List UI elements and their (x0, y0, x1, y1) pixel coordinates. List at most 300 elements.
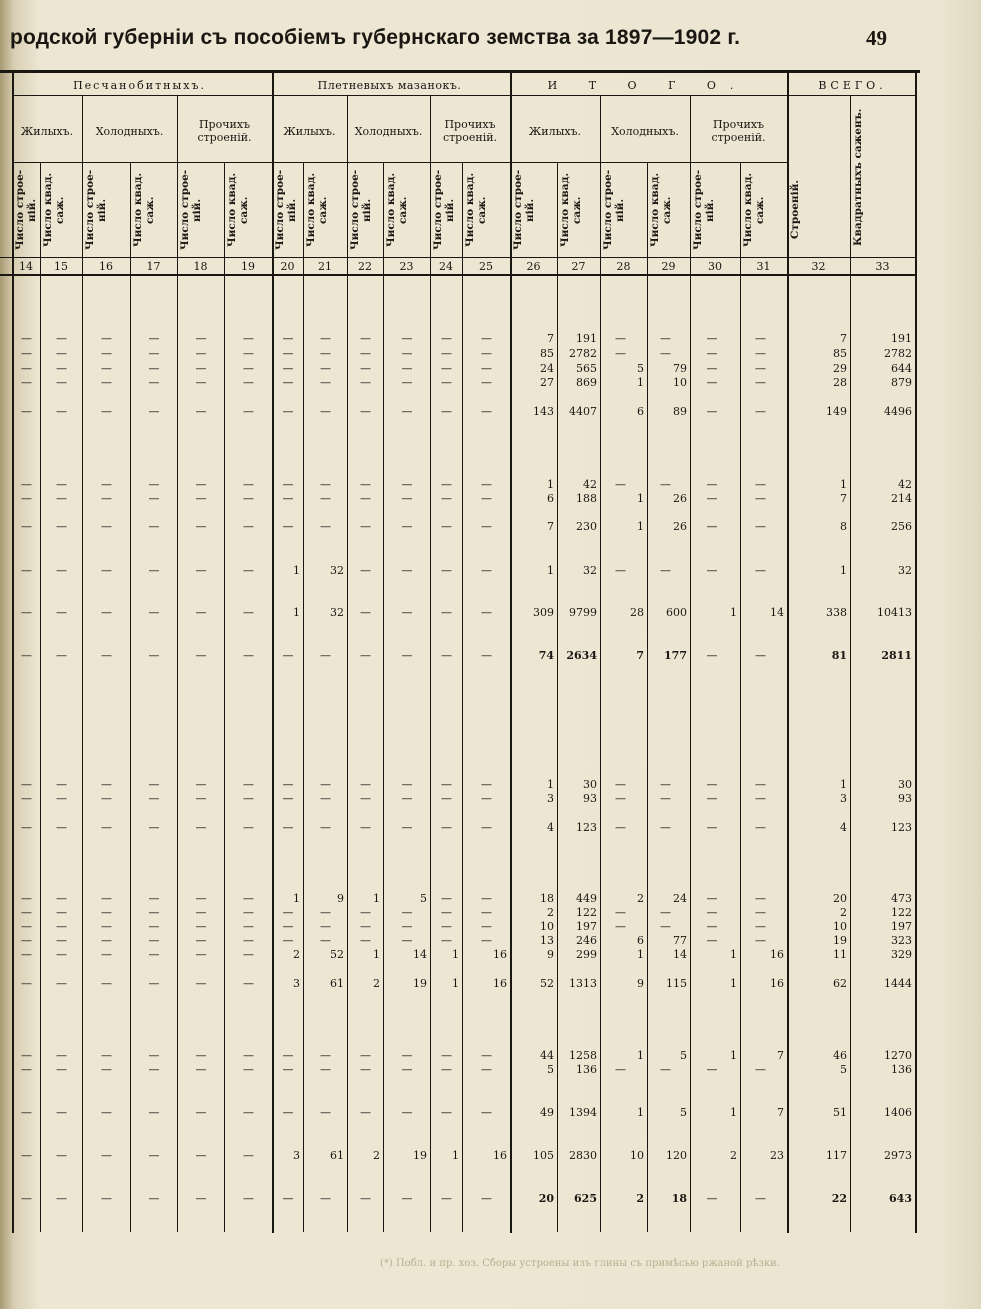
table-cell: — (243, 934, 254, 947)
table-cell: — (148, 649, 160, 662)
column-header: Число строе-ній. (349, 169, 373, 251)
table-cell: — (481, 821, 492, 834)
table-cell: 1 (452, 948, 459, 961)
table-cell: 1 (730, 948, 737, 961)
table-cell: — (148, 906, 160, 919)
table-cell: — (615, 906, 626, 919)
table-cell: 7 (777, 1049, 784, 1062)
table-cell: — (282, 821, 294, 834)
table-cell: — (401, 332, 413, 345)
table-cell: — (243, 362, 254, 375)
column-header: Число квад. саж. (559, 172, 583, 248)
table-cell: — (481, 332, 492, 345)
column-number: 32 (811, 260, 826, 273)
table-cell: — (243, 892, 254, 905)
column-number: 24 (439, 260, 453, 273)
table-cell: — (755, 920, 766, 933)
table-cell: — (56, 606, 67, 619)
table-cell: — (481, 920, 492, 933)
table-cell: — (360, 1106, 371, 1119)
table-cell: — (360, 606, 371, 619)
table-cell: — (660, 564, 671, 577)
table-cell: 93 (898, 792, 912, 805)
table-cell: 123 (576, 821, 597, 834)
table-cell: 26 (673, 492, 687, 505)
table-cell: — (706, 1192, 718, 1205)
table-cell: 19 (833, 934, 847, 947)
table-cell: — (481, 792, 492, 805)
table-cell: 299 (576, 948, 597, 961)
table-cell: 9 (337, 892, 344, 905)
table-cell: — (706, 362, 718, 375)
table-cell: — (243, 778, 254, 791)
table-cell: — (755, 792, 766, 805)
table-cell: 7 (547, 520, 554, 533)
table-cell: — (360, 649, 371, 662)
table-cell: — (401, 492, 413, 505)
table-cell: — (481, 405, 492, 418)
table-cell: — (401, 606, 413, 619)
column-number: 14 (19, 260, 33, 273)
table-cell: — (101, 1149, 112, 1162)
column-line (40, 162, 41, 1232)
table-cell: — (101, 347, 112, 360)
table-cell: — (320, 920, 331, 933)
subgroup-line (850, 96, 851, 162)
table-cell: 1 (293, 564, 300, 577)
column-number: 20 (280, 260, 295, 273)
table-cell: — (101, 405, 112, 418)
table-cell: 1 (547, 478, 554, 491)
table-cell: 5 (637, 362, 644, 375)
table-cell: — (243, 332, 254, 345)
table-cell: 625 (574, 1192, 597, 1205)
table-cell: 1 (840, 778, 847, 791)
table-cell: — (320, 778, 331, 791)
table-cell: 28 (833, 376, 847, 389)
table-cell: — (101, 492, 112, 505)
table-cell: — (401, 792, 413, 805)
table-cell: 14 (673, 948, 687, 961)
table-cell: — (320, 1192, 331, 1205)
table-cell: 93 (583, 792, 597, 805)
table-cell: — (21, 920, 32, 933)
table-cell: 9 (637, 977, 644, 990)
column-line (82, 162, 83, 1232)
table-cell: — (21, 778, 32, 791)
table-cell: 1 (452, 1149, 459, 1162)
table-cell: — (481, 520, 492, 533)
table-cell: — (441, 1106, 452, 1119)
table-cell: — (21, 977, 32, 990)
table-cell: — (441, 520, 452, 533)
table-cell: 19 (413, 977, 427, 990)
table-cell: — (320, 376, 331, 389)
table-cell: — (101, 520, 112, 533)
column-header: Число строе-ній. (692, 169, 716, 251)
table-cell: — (401, 1192, 413, 1205)
table-cell: — (195, 892, 207, 905)
table-cell: 27 (540, 376, 554, 389)
table-cell: — (148, 520, 160, 533)
table-cell: — (21, 347, 32, 360)
table-cell: — (56, 1049, 67, 1062)
table-cell: — (401, 1106, 413, 1119)
table-cell: 879 (891, 376, 912, 389)
table-cell: — (660, 792, 671, 805)
table-cell: — (320, 821, 331, 834)
table-cell: — (755, 906, 766, 919)
table-cell: — (282, 1049, 294, 1062)
group-rule (12, 95, 915, 96)
page-number: 49 (866, 26, 887, 50)
table-cell: 449 (576, 892, 597, 905)
table-cell: 1258 (569, 1049, 597, 1062)
sub-cold-1: Холодныхъ. (95, 125, 164, 138)
table-cell: 52 (330, 948, 344, 961)
table-cell: 117 (826, 1149, 847, 1162)
column-number: 18 (193, 260, 208, 273)
table-cell: — (243, 405, 254, 418)
table-cell: 8 (840, 520, 847, 533)
table-cell: — (56, 778, 67, 791)
table-cell: 1 (547, 564, 554, 577)
table-cell: — (320, 347, 331, 360)
table-cell: 197 (891, 920, 912, 933)
table-cell: 28 (630, 606, 644, 619)
table-cell: — (148, 606, 160, 619)
column-number: 27 (571, 260, 586, 273)
table-cell: 1 (840, 478, 847, 491)
table-cell: 62 (833, 977, 847, 990)
table-cell: — (148, 478, 160, 491)
table-cell: 2 (293, 948, 300, 961)
table-cell: — (441, 1063, 452, 1076)
table-cell: 1313 (569, 977, 597, 990)
table-cell: — (755, 362, 766, 375)
table-cell: — (401, 1049, 413, 1062)
table-cell: — (21, 606, 32, 619)
table-cell: — (56, 564, 67, 577)
table-cell: 2 (637, 892, 644, 905)
table-cell: 30 (583, 778, 597, 791)
table-cell: — (441, 564, 452, 577)
table-cell: — (660, 920, 671, 933)
column-number: 29 (661, 260, 676, 273)
table-cell: — (101, 1106, 112, 1119)
table-cell: — (481, 564, 492, 577)
table-cell: 4407 (569, 405, 597, 418)
table-cell: — (320, 906, 331, 919)
table-cell: — (401, 376, 413, 389)
table-cell: 24 (673, 892, 687, 905)
table-cell: — (101, 564, 112, 577)
table-cell: 14 (770, 606, 784, 619)
table-cell: — (401, 564, 413, 577)
table-cell: — (441, 792, 452, 805)
table-cell: — (441, 778, 452, 791)
table-cell: — (148, 1149, 160, 1162)
column-number: 28 (616, 260, 631, 273)
sub-cold-2: Холодныхъ. (354, 125, 423, 138)
table-cell: 77 (673, 934, 687, 947)
table-cell: — (148, 920, 160, 933)
table-cell: 565 (576, 362, 597, 375)
table-cell: — (441, 405, 452, 418)
table-cell: — (21, 934, 32, 947)
table-cell: — (320, 405, 331, 418)
table-cell: 61 (330, 1149, 344, 1162)
column-line (130, 162, 131, 1232)
table-cell: 9 (547, 948, 554, 961)
table-cell: 3 (293, 977, 300, 990)
table-cell: 136 (576, 1063, 597, 1076)
table-cell: — (360, 347, 371, 360)
table-cell: 2 (373, 1149, 380, 1162)
table-cell: — (615, 778, 626, 791)
table-cell: — (706, 376, 718, 389)
sub-living-1: Жилыхъ. (20, 125, 74, 138)
table-cell: — (706, 564, 718, 577)
table-cell: 136 (891, 1063, 912, 1076)
table-cell: 3 (293, 1149, 300, 1162)
table-cell: 122 (891, 906, 912, 919)
table-cell: — (243, 520, 254, 533)
table-cell: — (615, 564, 626, 577)
table-cell: 7 (840, 492, 847, 505)
table-cell: — (706, 649, 718, 662)
table-cell: 16 (493, 1149, 507, 1162)
table-cell: 600 (666, 606, 687, 619)
table-cell: — (21, 1192, 32, 1205)
table-cell: 52 (540, 977, 554, 990)
table-cell: — (282, 1063, 294, 1076)
table-cell: — (755, 520, 766, 533)
table-cell: — (441, 332, 452, 345)
sub-other-2: Прочихъ строеній. (442, 118, 498, 144)
table-cell: — (243, 376, 254, 389)
table-cell: — (195, 492, 207, 505)
table-cell: 7 (547, 332, 554, 345)
column-header: Число квад. саж. (385, 172, 409, 248)
table-cell: 18 (540, 892, 554, 905)
table-cell: 10 (673, 376, 687, 389)
table-cell: 869 (576, 376, 597, 389)
table-cell: — (148, 934, 160, 947)
table-cell: — (755, 649, 766, 662)
table-cell: — (195, 606, 207, 619)
table-cell: 230 (576, 520, 597, 533)
table-cell: — (481, 649, 492, 662)
table-cell: 14 (413, 948, 427, 961)
table-cell: — (441, 347, 452, 360)
table-cell: — (615, 821, 626, 834)
column-number: 17 (146, 260, 161, 273)
table-cell: — (101, 934, 112, 947)
table-cell: — (56, 649, 67, 662)
table-cell: 13 (540, 934, 554, 947)
table-cell: 85 (833, 347, 847, 360)
table-cell: 1 (293, 606, 300, 619)
column-header: Число квад. саж. (305, 172, 329, 248)
table-cell: — (481, 1049, 492, 1062)
table-cell: — (56, 332, 67, 345)
table-cell: — (195, 564, 207, 577)
table-cell: — (243, 1063, 254, 1076)
table-cell: — (755, 376, 766, 389)
table-cell: — (148, 405, 160, 418)
table-cell: — (360, 792, 371, 805)
table-cell: 191 (576, 332, 597, 345)
table-cell: 10 (833, 920, 847, 933)
table-cell: 42 (898, 478, 912, 491)
table-cell: — (195, 1192, 207, 1205)
table-cell: 1 (840, 564, 847, 577)
group-wattle: Плетневыхъ мазанокъ. (317, 79, 462, 92)
table-cell: 74 (538, 649, 554, 662)
table-cell: — (195, 478, 207, 491)
sub-living-2: Жилыхъ. (283, 125, 336, 138)
table-cell: — (615, 347, 626, 360)
table-cell: 1 (637, 1106, 644, 1119)
table-cell: — (101, 376, 112, 389)
table-cell: — (360, 934, 371, 947)
table-cell: — (320, 1063, 331, 1076)
group-total: И Т О Г О. (547, 79, 748, 92)
table-cell: 79 (673, 362, 687, 375)
table-cell: 115 (666, 977, 687, 990)
column-header: Число строе-ній. (602, 169, 626, 251)
table-cell: — (56, 934, 67, 947)
table-cell: — (243, 564, 254, 577)
table-cell: — (360, 1063, 371, 1076)
table-cell: — (21, 492, 32, 505)
table-cell: — (360, 332, 371, 345)
table-cell: 19 (413, 1149, 427, 1162)
table-cell: — (21, 520, 32, 533)
table-cell: — (441, 892, 452, 905)
table-cell: 1 (637, 376, 644, 389)
table-cell: 644 (891, 362, 912, 375)
table-cell: — (320, 649, 331, 662)
table-cell: — (481, 892, 492, 905)
table-cell: — (615, 920, 626, 933)
table-cell: 89 (673, 405, 687, 418)
table-cell: — (243, 906, 254, 919)
table-cell: — (755, 478, 766, 491)
table-cell: — (101, 778, 112, 791)
table-cell: — (755, 1192, 766, 1205)
table-cell: — (481, 347, 492, 360)
column-line (224, 162, 225, 1232)
table-cell: — (195, 977, 207, 990)
table-cell: — (282, 649, 294, 662)
table-cell: — (195, 920, 207, 933)
table-cell: — (195, 948, 207, 961)
table-cell: — (243, 977, 254, 990)
table-cell: 5 (420, 892, 427, 905)
table-cell: — (56, 1063, 67, 1076)
table-cell: — (481, 606, 492, 619)
table-cell: — (243, 792, 254, 805)
table-cell: — (195, 1106, 207, 1119)
table-cell: — (320, 1049, 331, 1062)
table-cell: — (195, 778, 207, 791)
table-cell: 2 (730, 1149, 737, 1162)
table-cell: 5 (840, 1063, 847, 1076)
group-sand: Песчанобитныхъ. (73, 79, 206, 92)
table-cell: — (21, 649, 32, 662)
table-cell: — (320, 934, 331, 947)
table-cell: — (21, 1106, 32, 1119)
table-cell: — (401, 821, 413, 834)
table-cell: — (56, 478, 67, 491)
column-number: 16 (99, 260, 113, 273)
table-cell: — (56, 362, 67, 375)
column-number: 25 (479, 260, 493, 273)
table-cell: 1 (637, 1049, 644, 1062)
table-cell: — (101, 606, 112, 619)
table-cell: — (148, 778, 160, 791)
table-cell: — (755, 332, 766, 345)
table-cell: — (101, 948, 112, 961)
table-cell: — (148, 376, 160, 389)
table-cell: — (401, 934, 413, 947)
table-cell: — (148, 892, 160, 905)
table-cell: — (195, 520, 207, 533)
table-cell: — (101, 362, 112, 375)
table-cell: — (401, 920, 413, 933)
table-cell: — (101, 1049, 112, 1062)
column-number: 15 (54, 260, 68, 273)
table-cell: — (441, 492, 452, 505)
table-cell: — (21, 405, 32, 418)
table-cell: — (481, 362, 492, 375)
table-cell: — (706, 906, 718, 919)
table-cell: 46 (833, 1049, 847, 1062)
table-cell: — (56, 821, 67, 834)
table-cell: — (481, 478, 492, 491)
table-cell: 2 (547, 906, 554, 919)
table-cell: 1 (293, 892, 300, 905)
column-header: Число квад. саж. (464, 172, 488, 248)
table-cell: — (21, 1149, 32, 1162)
table-cell: — (660, 347, 671, 360)
table-cell: 1 (730, 606, 737, 619)
table-cell: 85 (540, 347, 554, 360)
table-cell: — (320, 792, 331, 805)
table-cell: — (56, 405, 67, 418)
table-cell: — (441, 478, 452, 491)
table-cell: — (615, 332, 626, 345)
table-cell: — (21, 564, 32, 577)
table-cell: — (481, 778, 492, 791)
column-header: Число квад. саж. (42, 172, 66, 248)
table-cell: — (195, 1149, 207, 1162)
page-title: родской губерніи съ пособіемъ губернскаго земства за 1897—1902 г. (10, 26, 741, 49)
table-cell: 323 (891, 934, 912, 947)
table-cell: 16 (493, 977, 507, 990)
table-cell: 2 (636, 1192, 644, 1205)
table-cell: 473 (891, 892, 912, 905)
table-cell: — (101, 821, 112, 834)
table-cell: — (401, 520, 413, 533)
table-cell: — (360, 778, 371, 791)
table-cell: — (148, 347, 160, 360)
table-cell: — (401, 1063, 413, 1076)
table-cell: — (755, 892, 766, 905)
table-cell: 32 (330, 606, 344, 619)
